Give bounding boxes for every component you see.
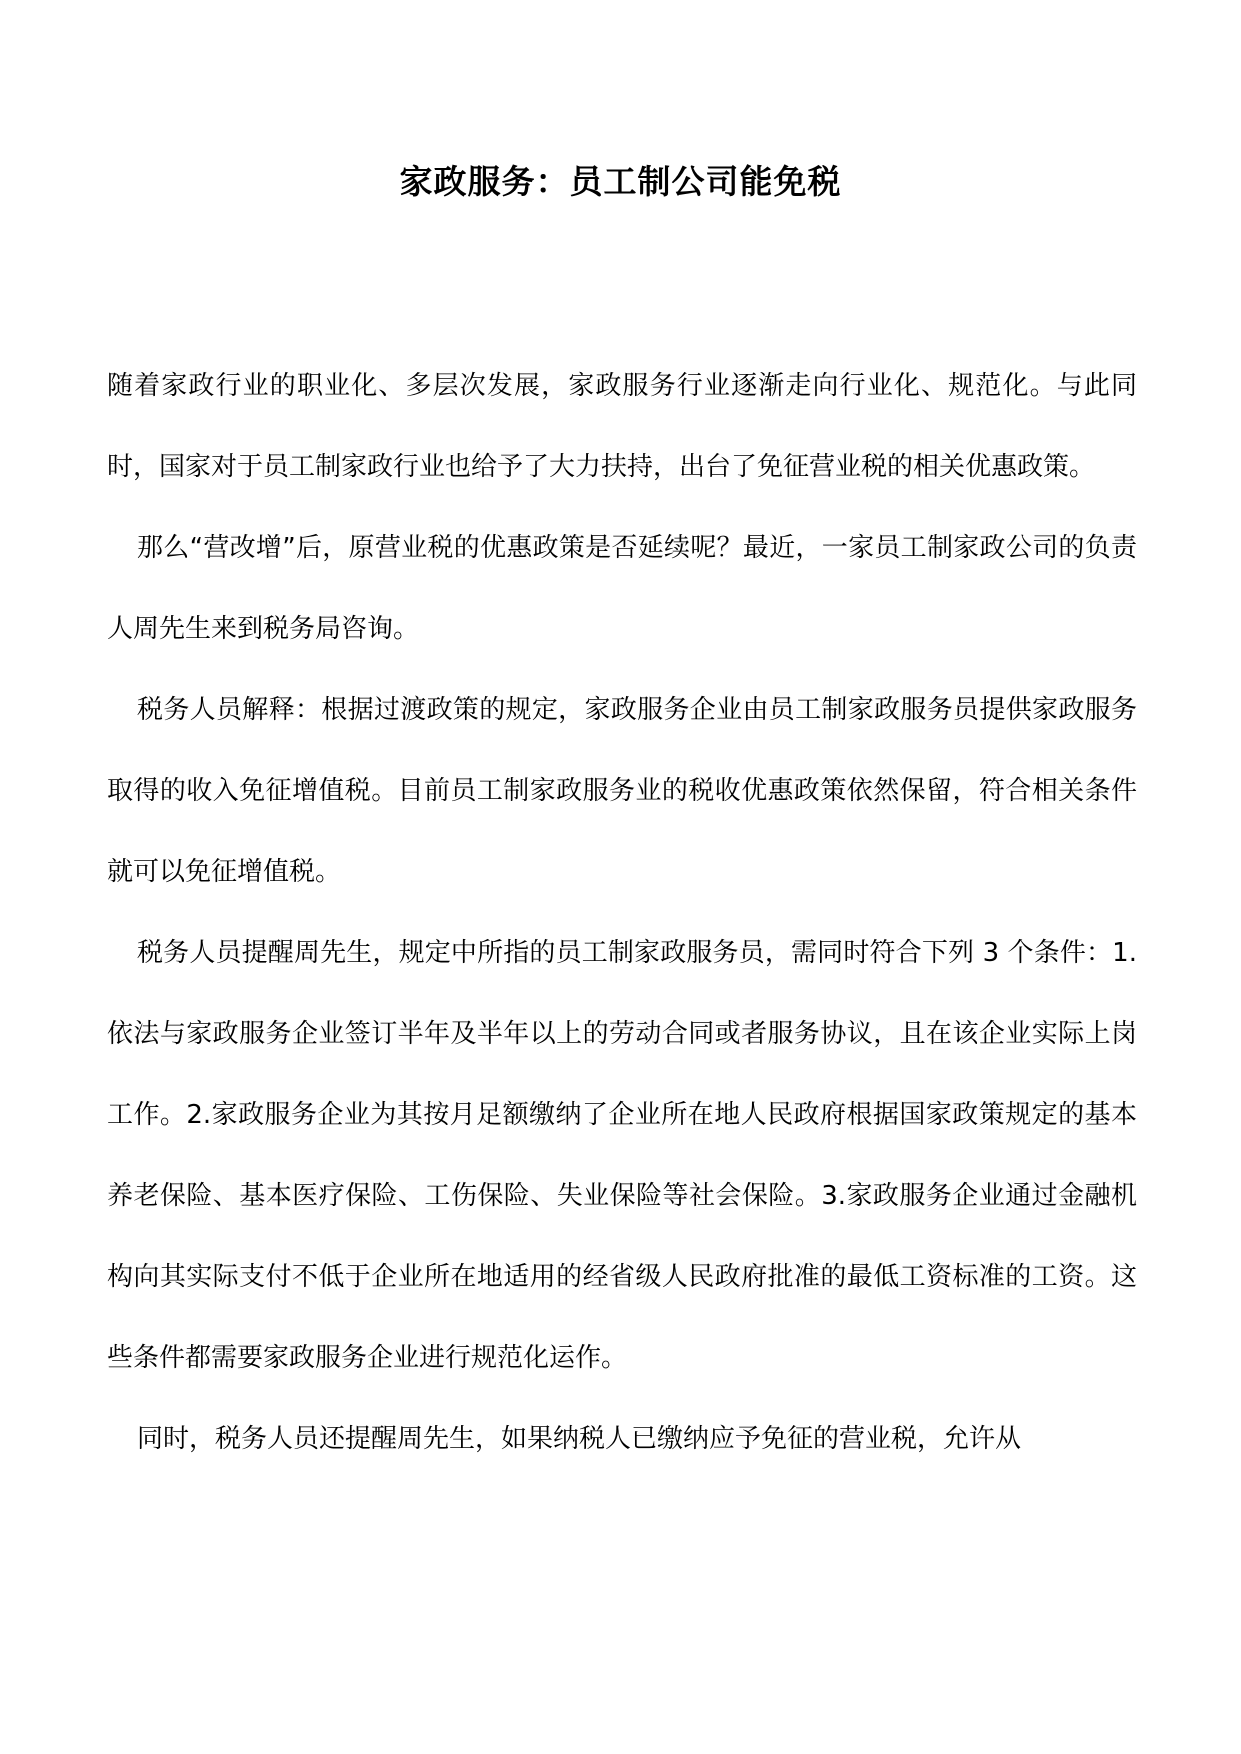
document-body: [107, 346, 1137, 1480]
paragraph-1: 随着家政行业的职业化、多层次发展，家政服务行业逐渐走向行业化、规范化。与此同时，国家对于员工制家政行业也给予了大力扶持，出台了免征营业税的相关优惠政策。: [107, 371, 1137, 482]
document-title: 家政服务：员工制公司能免税: [399, 162, 842, 201]
paragraph-2: 那么“营改增”后，原营业税的优惠政策是否延续呢？最近，一家员工制家政公司的负责人周先生来到税务局咨询。: [107, 533, 1137, 644]
paragraph-4: 税务人员提醒周先生，规定中所指的员工制家政服务员，需同时符合下列 3 个条件：1.依法与家政服务企业签订半年及半年以上的劳动合同或者服务协议，且在该企业实际上岗工作。2.家政服务企业为其按月足额缴纳了企业所在地人民政府根据国家政策规定的基本养老保险、基本医疗保险、工伤保险、失业保险等社会保险。3.家政服务企业通过金融机构向其实际支付不低于企业所在地适用的经省级人民政府批准的最低工资标准的工资。这些条件都需要家政服务企业进行规范化运作。: [107, 938, 1137, 1373]
paragraph-5: 同时，税务人员还提醒周先生，如果纳税人已缴纳应予免征的营业税，允许从: [137, 1424, 1022, 1454]
paragraph-3: 税务人员解释：根据过渡政策的规定，家政服务企业由员工制家政服务员提供家政服务取得的收入免征增值税。目前员工制家政服务业的税收优惠政策依然保留，符合相关条件就可以免征增值税。: [107, 695, 1137, 887]
